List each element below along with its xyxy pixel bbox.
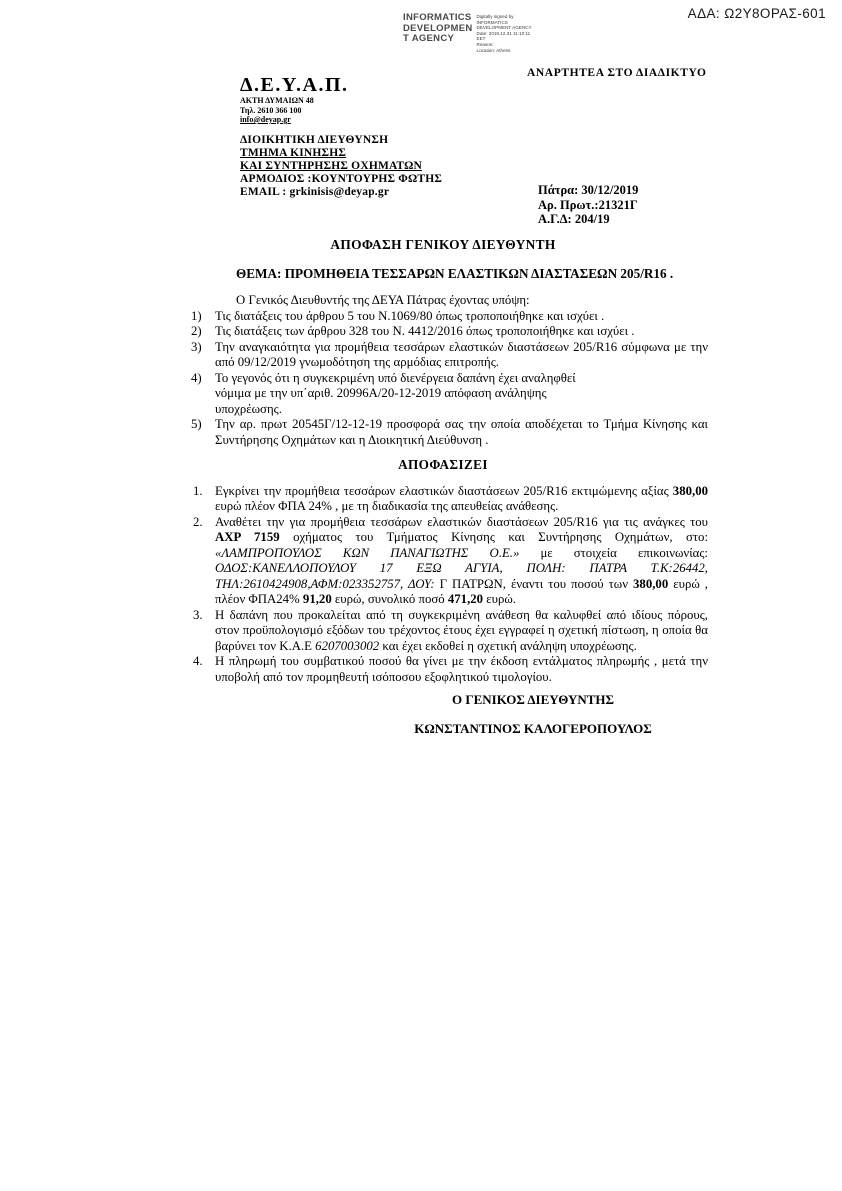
- contact-person: ΑΡΜΟΔΙΟΣ :ΚΟΥΝΤΟΥΡΗΣ ΦΩΤΗΣ: [240, 173, 443, 186]
- consideration-item: Τις διατάξεις του άρθρου 5 του Ν.1069/80 όπως τροποποιήθηκε και ισχύει .: [215, 308, 605, 323]
- consideration-item: Την αναγκαιότητα για προμήθεια τεσσάρων ελαστικών διαστάσεων 205/R16 σύμφωνα με την από 09/12/2019 γνωμοδότηση της αρμόδιας επιτροπής.: [215, 339, 708, 369]
- signature-block: [368, 692, 698, 736]
- subject-line: ΘΕΜΑ: ΠΡΟΜΗΘΕΙΑ ΤΕΣΣΑΡΩΝ ΕΛΑΣΤΙΚΩΝ ΔΙΑΣΤΑΣΕΩΝ 205/R16 .: [236, 265, 674, 281]
- document-title: ΑΠΟΦΑΣΗ ΓΕΝΙΚΟΥ ΔΙΕΥΘΥΝΤΗ: [330, 237, 556, 252]
- agd-number: Α.Γ.Δ: 204/19: [538, 212, 610, 226]
- department-line-1: ΤΜΗΜΑ ΚΙΝΗΣΗΣ: [240, 146, 347, 159]
- signing-agency-line: T AGENCY: [403, 33, 455, 44]
- directorate-title: ΔΙΟΙΚΗΤΙΚΗ ΔΙΕΥΘΥΝΣΗ: [240, 133, 389, 146]
- consideration-item: Το γεγονός ότι η συγκεκριμένη υπό διενέργεια δαπάνη έχει αναληφθεί νόμιμα με την υπ΄αριθ. 20996Α/20-12-2019 απόφαση ανάληψης υποχρέωσης.: [215, 370, 576, 416]
- decision-item: Εγκρίνει την προμήθεια τεσσάρων ελαστικών διαστάσεων 205/R16 εκτιμώμενης αξίας 380,00 ευρώ πλέον ΦΠΑ 24% , με τη διαδικασία της απευθείας ανάθεσης.: [215, 483, 708, 513]
- signing-agency-line: INFORMATICS: [403, 12, 472, 23]
- signature-details: [477, 13, 532, 53]
- signature-detail-line: Location: Athens: [476, 47, 511, 53]
- document-meta: [538, 183, 638, 227]
- signature-detail-line: INFORMATICS: [476, 19, 508, 25]
- ada-code: ΑΔΑ: Ω2Υ8ΟΡΑΣ-601: [687, 6, 826, 21]
- decision-item: Η δαπάνη που προκαλείται από τη συγκεκριμένη ανάθεση θα καλυφθεί από ιδίους πόρους, στον προϋπολογισμό εξόδων του τρέχοντος έτους έχει εγγραφεί η σχετική πίστωση, η οποία θα βαρύνει τον Κ.Α.Ε 6207003002 και έχει εκδοθεί η σχετική ανάληψη υποχρέωσης.: [215, 607, 708, 653]
- considerations-list: [178, 309, 708, 449]
- organization-address: ΑΚΤΗ ΔΥΜΑΙΩΝ 48: [240, 96, 314, 105]
- protocol-number: Αρ. Πρωτ.:21321Γ: [538, 197, 638, 212]
- signing-agency-line: DEVELOPMEN: [403, 22, 473, 34]
- organization-phone: Τηλ. 2610 366 100: [240, 105, 302, 115]
- signing-agency-name: [403, 13, 473, 53]
- decisions-list: [178, 484, 708, 686]
- decision-item: Η πληρωμή του συμβατικού ποσού θα γίνει με την έκδοση εντάλματος πληρωμής , μετά την υποβολή από τον προμηθευτή ισόποσου εξοφλητικού τιμολογίου.: [215, 654, 708, 684]
- signatory-name: ΚΩΝΣΤΑΝΤΙΝΟΣ ΚΑΛΟΓΕΡΟΠΟΥΛΟΣ: [414, 720, 652, 736]
- signatory-role: Ο ΓΕΝΙΚΟΣ ΔΙΕΥΘΥΝΤΗΣ: [451, 692, 615, 707]
- signature-detail-line: DEVELOPMENT AGENCY: [476, 25, 532, 31]
- signature-detail-line: Digitally signed by: [476, 14, 514, 19]
- decision-item: Αναθέτει την για προμήθεια τεσσάρων ελαστικών διαστάσεων 205/R16 για τις ανάγκες του ΑΧΡ 7159 οχήματος του Τμήματος Κίνησης και Συντήρησης Οχημάτων, στο: «ΛΑΜΠΡΟΠΟΥΛΟΣ ΚΩΝ ΠΑΝΑΓΙΩΤΗΣ Ο.Ε.» με στοιχεία επικοινωνίας: ΟΔΟΣ:ΚΑΝΕΛΛΟΠΟΥΛΟΥ 17 ΕΞΩ ΑΓΥΙΑ, ΠΟΛΗ: ΠΑΤΡΑ Τ.Κ:26442, ΤΗΛ:2610424908,ΑΦΜ:023352757, ΔΟΥ: Γ ΠΑΤΡΩΝ, έναντι του ποσού των 380,00 ευρώ , πλέον ΦΠΑ24% 91,20 ευρώ, συνολικό ποσό 471,20 ευρώ.: [215, 514, 709, 606]
- consideration-item: Την αρ. πρωτ 20545Γ/12-12-19 προσφορά σας την οποία αποδέχεται το Τμήμα Κίνησης και Συντήρησης Οχημάτων και η Διοικητική Διεύθυνση .: [215, 417, 708, 447]
- consideration-item: Τις διατάξεις των άρθρου 328 του Ν. 4412/2016 όπως τροποποιήθηκε και ισχύει .: [215, 324, 635, 338]
- signature-detail-line: EET: [476, 36, 486, 42]
- intro-paragraph: Ο Γενικός Διευθυντής της ΔΕΥΑ Πάτρας έχοντας υπόψη:: [236, 293, 530, 307]
- organization-name: Δ.Ε.Υ.Α.Π.: [240, 74, 349, 96]
- organization-email-link[interactable]: info@deyap.gr: [240, 115, 291, 124]
- contact-email: EMAIL : grkinisis@deyap.gr: [240, 186, 390, 199]
- place-and-date: Πάτρα: 30/12/2019: [538, 183, 639, 197]
- decision-heading: ΑΠΟΦΑΣΙΖΕΙ: [398, 457, 488, 472]
- signature-detail-line: Reason:: [476, 41, 494, 47]
- digital-signature-stamp: [403, 13, 532, 53]
- document-body: [178, 237, 708, 736]
- organization-header: [240, 74, 442, 200]
- department-line-2: ΚΑΙ ΣΥΝΤΗΡΗΣΗΣ ΟΧΗΜΑΤΩΝ: [240, 159, 422, 172]
- signature-detail-line: Date: 2019.12.31 11:10:11: [476, 30, 531, 36]
- web-posting-notice: ΑΝΑΡΤΗΤΕΑ ΣΤΟ ΔΙΑΔΙΚΤΥΟ: [527, 67, 707, 79]
